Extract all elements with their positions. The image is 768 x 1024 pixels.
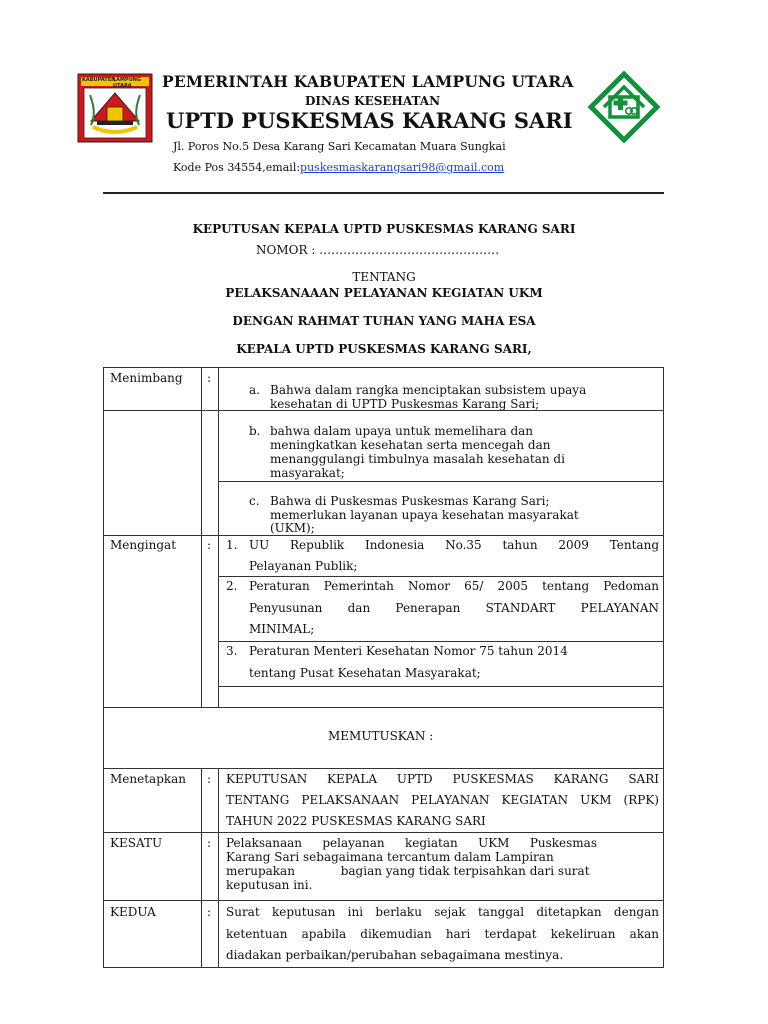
puskesmas-logo [588, 71, 660, 143]
table-rule [103, 707, 664, 708]
postal-email-line [173, 161, 504, 174]
kedua-line: Surat keputusan ini berlaku sejak tanggal ditetapkan dengan [226, 905, 659, 919]
mengingat-marker-2: 2. [226, 579, 238, 593]
table-rule [218, 641, 663, 642]
menimbang-marker-a: a. [249, 383, 260, 397]
department-heading: DINAS KESEHATAN [305, 94, 441, 108]
menetapkan-label: Menetapkan [110, 772, 187, 786]
menetapkan-line: TAHUN 2022 PUSKESMAS KARANG SARI [226, 814, 486, 828]
menimbang-a-line: Bahwa dalam rangka menciptakan subsistem upaya [270, 383, 587, 397]
kesatu-label: KESATU [110, 836, 163, 850]
mengingat-3-line: Peraturan Menteri Kesehatan Nomor 75 tahun 2014 [249, 644, 568, 658]
mengingat-1-line: Pelayanan Publik; [249, 559, 358, 573]
head-title: KEPALA UPTD PUSKESMAS KARANG SARI, [236, 342, 532, 356]
kedua-line: ketentuan apabila dikemudian hari terdapat kekeliruan akan [226, 927, 659, 941]
regency-emblem-logo [77, 73, 153, 143]
kedua-line: diadakan perbaikan/perubahan sebagaimana mestinya. [226, 948, 564, 962]
menimbang-c-line: memerlukan layanan upaya kesehatan masyarakat [270, 508, 579, 522]
kesatu-colon: : [207, 836, 212, 850]
logo-left-caption-b: LAMPUNG UTARA [113, 77, 142, 89]
kedua-colon: : [207, 905, 212, 919]
menimbang-label: Menimbang [110, 371, 183, 385]
kedua-label: KEDUA [110, 905, 156, 919]
about-label: TENTANG [352, 270, 416, 284]
menimbang-c-line: (UKM); [270, 521, 315, 535]
table-rule [218, 686, 663, 687]
table-rule [103, 768, 664, 769]
mengingat-1-line: UU Republik Indonesia No.35 tahun 2009 Tentang [249, 538, 659, 552]
mengingat-2-line: Penyusunan dan Penerapan STANDART PELAYANAN [249, 601, 659, 615]
table-rule [103, 900, 664, 901]
mengingat-colon: : [207, 538, 212, 552]
decree-number: NOMOR : ……………………………………… [256, 243, 500, 257]
government-heading: PEMERINTAH KABUPATEN LAMPUNG UTARA [162, 72, 574, 91]
mengingat-label: Mengingat [110, 538, 177, 552]
menimbang-c-line: Bahwa di Puskesmas Puskesmas Karang Sari; [270, 494, 550, 508]
decree-subject: PELAKSANAAAN PELAYANAN KEGIATAN UKM [225, 286, 543, 300]
blessing-line: DENGAN RAHMAT TUHAN YANG MAHA ESA [232, 314, 536, 328]
menimbang-colon: : [207, 371, 212, 385]
header-divider [103, 192, 664, 194]
mengingat-2-line: MINIMAL; [249, 622, 315, 636]
email-link[interactable]: puskesmaskarangsari98@gmail.com [300, 161, 505, 174]
mengingat-3-line: tentang Pusat Kesehatan Masyarakat; [249, 666, 481, 680]
menimbang-a-line: kesehatan di UPTD Puskesmas Karang Sari; [270, 397, 540, 411]
table-col-divider-2 [218, 368, 219, 708]
memutuskan-heading: MEMUTUSKAN : [328, 729, 434, 743]
kesatu-line: merupakan bagian yang tidak terpisahkan dari surat [226, 864, 590, 878]
kesatu-line: Pelaksanaan pelayanan kegiatan UKM Puskesmas [226, 836, 597, 850]
table-col-divider-4 [218, 768, 219, 968]
menimbang-b-line: masyarakat; [270, 466, 345, 480]
kesatu-line: keputusan ini. [226, 878, 313, 892]
institution-heading: UPTD PUSKESMAS KARANG SARI [166, 108, 573, 133]
postal-prefix: Kode Pos 34554,email: [173, 161, 301, 174]
menimbang-b-line: menanggulangi timbulnya masalah kesehatan di [270, 452, 565, 466]
kesatu-line: Karang Sari sebagaimana tercantum dalam Lampiran [226, 850, 554, 864]
table-rule [218, 481, 663, 482]
menimbang-marker-b: b. [249, 424, 261, 438]
logo-left-caption-a: KABUPATEN [82, 77, 116, 83]
table-rule [218, 576, 663, 577]
menimbang-marker-c: c. [249, 494, 260, 508]
address-line: Jl. Poros No.5 Desa Karang Sari Kecamatan Muara Sungkai [173, 140, 506, 153]
menimbang-b-line: meningkatkan kesehatan serta mencegah dan [270, 438, 551, 452]
table-rule [103, 410, 218, 411]
menetapkan-line: KEPUTUSAN KEPALA UPTD PUSKESMAS KARANG SARI [226, 772, 659, 786]
table-col-divider-1 [201, 368, 202, 708]
table-rule [103, 832, 664, 833]
menetapkan-line: TENTANG PELAKSANAAN PELAYANAN KEGIATAN UKM (RPK) [226, 793, 659, 807]
table-col-divider-3 [201, 768, 202, 968]
mengingat-2-line: Peraturan Pemerintah Nomor 65/ 2005 tentang Pedoman [249, 579, 659, 593]
table-rule [103, 535, 664, 536]
mengingat-marker-1: 1. [226, 538, 238, 552]
mengingat-marker-3: 3. [226, 644, 238, 658]
decree-title: KEPUTUSAN KEPALA UPTD PUSKESMAS KARANG SARI [192, 222, 576, 236]
menimbang-b-line: bahwa dalam upaya untuk memelihara dan [270, 424, 534, 438]
menetapkan-colon: : [207, 772, 212, 786]
